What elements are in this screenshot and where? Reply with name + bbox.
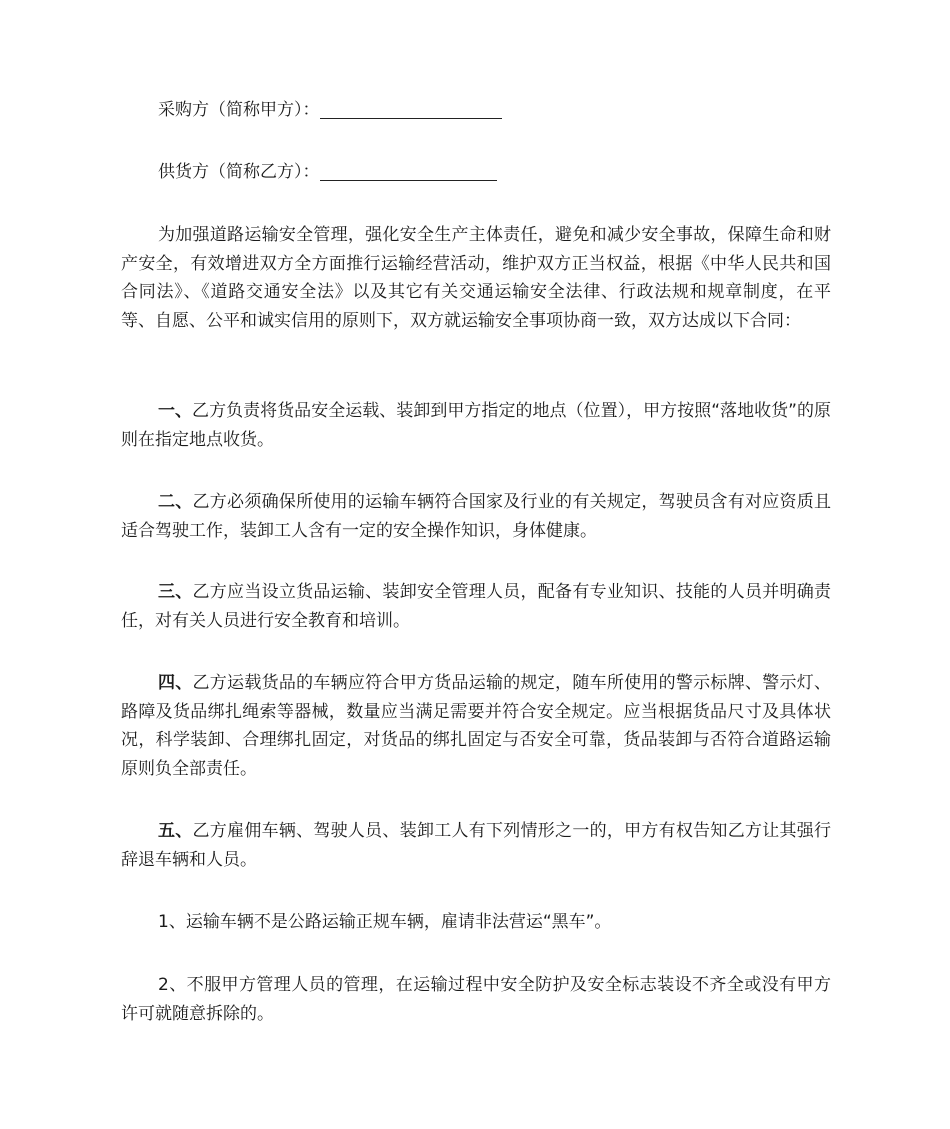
clause-4-number: 四、 (158, 673, 193, 693)
buyer-line (158, 96, 502, 124)
clause-4-text: 乙方运载货品的车辆应符合甲方货品运输的规定，随车所使用的警示标牌、警示灯、路障及货品绑扎绳索等器械，数量应当满足需要并符合安全规定。应当根据货品尺寸及具体状况，科学装卸、合理绑扎固定，对货品的绑扎固定与否安全可靠，货品装卸与否符合道路运输原则负全部责任。 (121, 673, 832, 779)
buyer-blank (320, 100, 502, 119)
supplier-line (158, 158, 497, 186)
clause-3 (121, 578, 831, 635)
clause-5-number: 五、 (158, 821, 193, 841)
clause-2-number: 二、 (158, 492, 193, 512)
clause-1-text: 乙方负责将货品安全运载、装卸到甲方指定的地点（位置），甲方按照“落地收货”的原则在指定地点收货。 (121, 401, 831, 450)
list-item-2: 2、不服甲方管理人员的管理，在运输过程中安全防护及安全标志装设不齐全或没有甲方许可就随意拆除的。 (121, 975, 831, 1024)
intro-paragraph: 为加强道路运输安全管理，强化安全生产主体责任，避免和减少安全事故，保障生命和财产安全，有效增进双方全方面推行运输经营活动，维护双方正当权益，根据《中华人民共和国合同法》、《道路交通安全法》以及其它有关交通运输安全法律、行政法规和规章制度，在平等、自愿、公平和诚实信用的原则下，双方就运输安全事项协商一致，双方达成以下合同： (121, 225, 831, 331)
clause-3-number: 三、 (158, 582, 193, 602)
buyer-label: 采购方（简称甲方）： (158, 100, 320, 120)
clause-5 (121, 817, 831, 874)
supplier-blank (320, 162, 497, 181)
clause-1 (121, 397, 831, 454)
clause-1-number: 一、 (158, 401, 193, 421)
clause-4 (121, 669, 831, 783)
clause-2-text: 乙方必须确保所使用的运输车辆符合国家及行业的有关规定，驾驶员含有对应资质且适合驾驶工作，装卸工人含有一定的安全操作知识，身体健康。 (121, 492, 832, 541)
clause-2 (121, 488, 831, 545)
list-item-1: 1、运输车辆不是公路运输正规车辆，雇请非法营运“黑车”。 (158, 912, 612, 932)
clause-3-text: 乙方应当设立货品运输、装卸安全管理人员，配备有专业知识、技能的人员并明确责任，对有关人员进行安全教育和培训。 (121, 582, 832, 631)
supplier-label: 供货方（简称乙方）： (158, 162, 320, 182)
clause-5-text: 乙方雇佣车辆、驾驶人员、装卸工人有下列情形之一的，甲方有权告知乙方让其强行辞退车辆和人员。 (121, 821, 832, 870)
